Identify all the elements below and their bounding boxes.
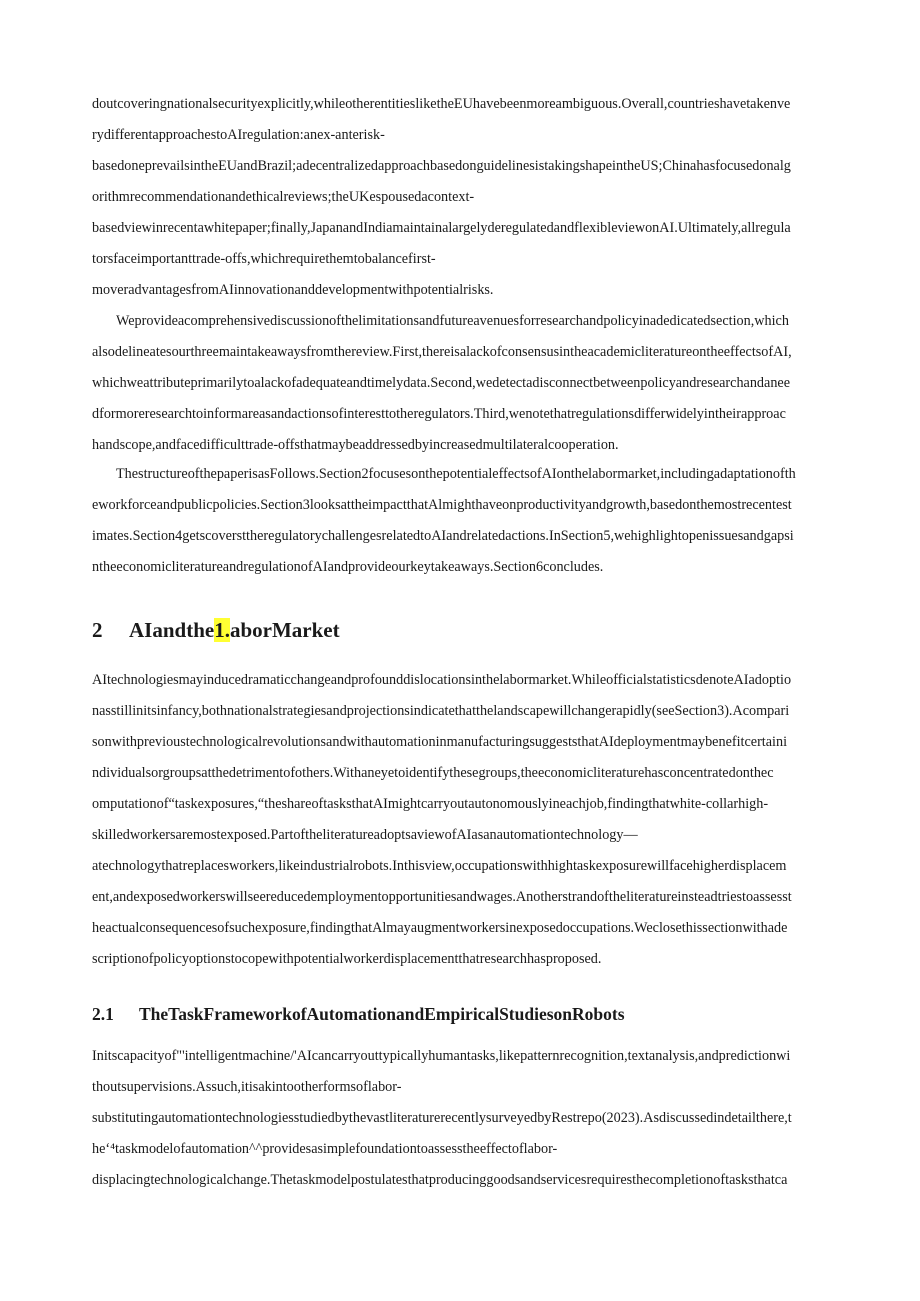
text-line: ent,andexposedworkerswillseereducedemploymentopportunitiesandwages.Anotherstrandoftheliteratureinsteadtriestoassesst xyxy=(92,889,792,905)
subsection-2-1-paragraph xyxy=(92,1041,858,1196)
text-line: skilledworkersaremostexposed.PartoftheliteratureadoptsaviewofAIasanautomationtechnology— xyxy=(92,827,638,843)
intro-paragraph-3 xyxy=(92,459,858,583)
text-line: Weprovideacomprehensivediscussionofthelimitationsandfutureavenuesforresearchandpolicyinadedicatedsection,which xyxy=(116,313,789,329)
text-line: heactualconsequencesofsuchexposure,findingthatAlmayaugmentworkersinexposedoccupations.Weclosethissectionwithade xyxy=(92,920,788,936)
text-line: doutcoveringnationalsecurityexplicitly,whileotherentitiesliketheEUhavebeenmoreambiguous.Overall,countrieshavetakenve xyxy=(92,96,791,112)
text-line: rydifferentapproachestoAIregulation:anex-anterisk- xyxy=(92,127,385,143)
section-title-part: aborMarket xyxy=(229,618,340,642)
text-line: displacingtechnologicalchange.Thetaskmodelpostulatesthatproducinggoodsandservicesrequiresthecompletionoftasksthatca xyxy=(92,1172,788,1188)
text-line: alsodelineatesourthreemaintakeawaysfromthereview.First,thereisalackofconsensusintheacademicliteratureontheeffectsofAI, xyxy=(92,344,792,360)
text-line: scriptionofpolicyoptionstocopewithpotentialworkerdisplacementthatresearchhasproposed. xyxy=(92,951,602,967)
text-line: ndividualsorgroupsatthedetrimentofothers.Withaneyetoidentifythesegroups,theeconomicliteraturehasconcentratedonthec xyxy=(92,765,774,781)
text-line: moveradvantagesfromAIinnovationanddevelopmentwithpotentialrisks. xyxy=(92,282,494,298)
text-line: basedviewinrecentawhitepaper;finally,JapanandIndiamaintainalargelyderegulatedandflexibleviewonAI.Ultimately,allregula xyxy=(92,220,791,236)
text-line: basedoneprevailsintheEUandBrazil;adecentralizedapproachbasedonguidelinesistakingshapeintheUS;Chinahasfocusedonalg xyxy=(92,158,791,174)
text-line: omputationof“taskexposures,“theshareoftasksthatAImightcarryoutautonomouslyineachjob,findingthatwhite-collarhigh- xyxy=(92,796,769,812)
text-line: whichweattributeprimarilytoalackofadequateandtimelydata.Second,wedetectadisconnectbetweenpolicyandresearchandanee xyxy=(92,375,791,391)
subsection-title: TheTaskFrameworkofAutomationandEmpiricalStudiesonRobots xyxy=(139,1004,625,1024)
text-line: he‘⁴taskmodelofautomation^^providesasimplefoundationtoassesstheeffectoflabor- xyxy=(92,1141,558,1157)
text-line: ntheeconomicliteratureandregulationofAIandprovideourkeytakeaways.Section6concludes. xyxy=(92,559,604,575)
text-line: orithmrecommendationandethicalreviews;theUKespousedacontext- xyxy=(92,189,475,205)
intro-paragraph-2 xyxy=(92,306,858,461)
text-line: imates.Section4getscoversttheregulatorychallengesrelatedtoAIandrelatedactions.InSection5,wehighlightopenissuesandgapsi xyxy=(92,528,794,544)
section-2-paragraph xyxy=(92,665,858,975)
text-line: dformoreresearchtoinformareasandactionsofinteresttotheregulators.Third,wenotethatregulationsdifferwidelyintheirapproac xyxy=(92,406,786,422)
text-line: atechnologythatreplacesworkers,likeindustrialrobots.Inthisview,occupationswithhightaskexposurewillfacehigherdisplacem xyxy=(92,858,787,874)
highlighted-text: 1. xyxy=(214,618,230,642)
section-heading xyxy=(92,618,340,643)
section-number: 2 xyxy=(92,618,103,642)
intro-paragraph-1 xyxy=(92,89,858,306)
text-line: AItechnologiesmayinducedramaticchangeandprofounddislocationsinthelabormarket.WhileofficialstatisticsdenoteAIadoptio xyxy=(92,672,792,688)
text-line: torsfaceimportanttrade-offs,whichrequirethemtobalancefirst- xyxy=(92,251,436,267)
subsection-heading xyxy=(92,1004,625,1025)
text-line: thoutsupervisions.Assuch,itisakintootherformsoflabor- xyxy=(92,1079,402,1095)
text-line: substitutingautomationtechnologiesstudiedbythevastliteraturerecentlysurveyedbyRestrepo(2023).Asdiscussedindetailthere,t xyxy=(92,1110,792,1126)
section-title-part: AIandthe xyxy=(129,618,215,642)
subsection-number: 2.1 xyxy=(92,1004,114,1024)
text-line: nasstillinitsinfancy,bothnationalstrategiesandprojectionsindicatethatthelandscapewillchangerapidly(seeSection3).Acompari xyxy=(92,703,790,719)
text-line: ThestructureofthepaperisasFollows.Section2focusesonthepotentialeffectsofAIonthelabormarket,includingadaptationofth xyxy=(116,466,796,482)
text-line: eworkforceandpublicpolicies.Section3looksattheimpactthatAlmighthaveonproductivityandgrowth,basedonthemostrecentest xyxy=(92,497,792,513)
text-line: sonwithprevioustechnologicalrevolutionsandwithautomationinmanufacturingsuggeststhatAIdeploymentmaybenefitcertaini xyxy=(92,734,788,750)
text-line: Initscapacityof"'intelligentmachine/'AIcancarryouttypicallyhumantasks,likepatternrecognition,textanalysis,andpredictionwi xyxy=(92,1048,791,1064)
text-line: handscope,andfacedifficulttrade-offsthatmaybeaddressedbyincreasedmultilateralcooperation. xyxy=(92,437,619,453)
